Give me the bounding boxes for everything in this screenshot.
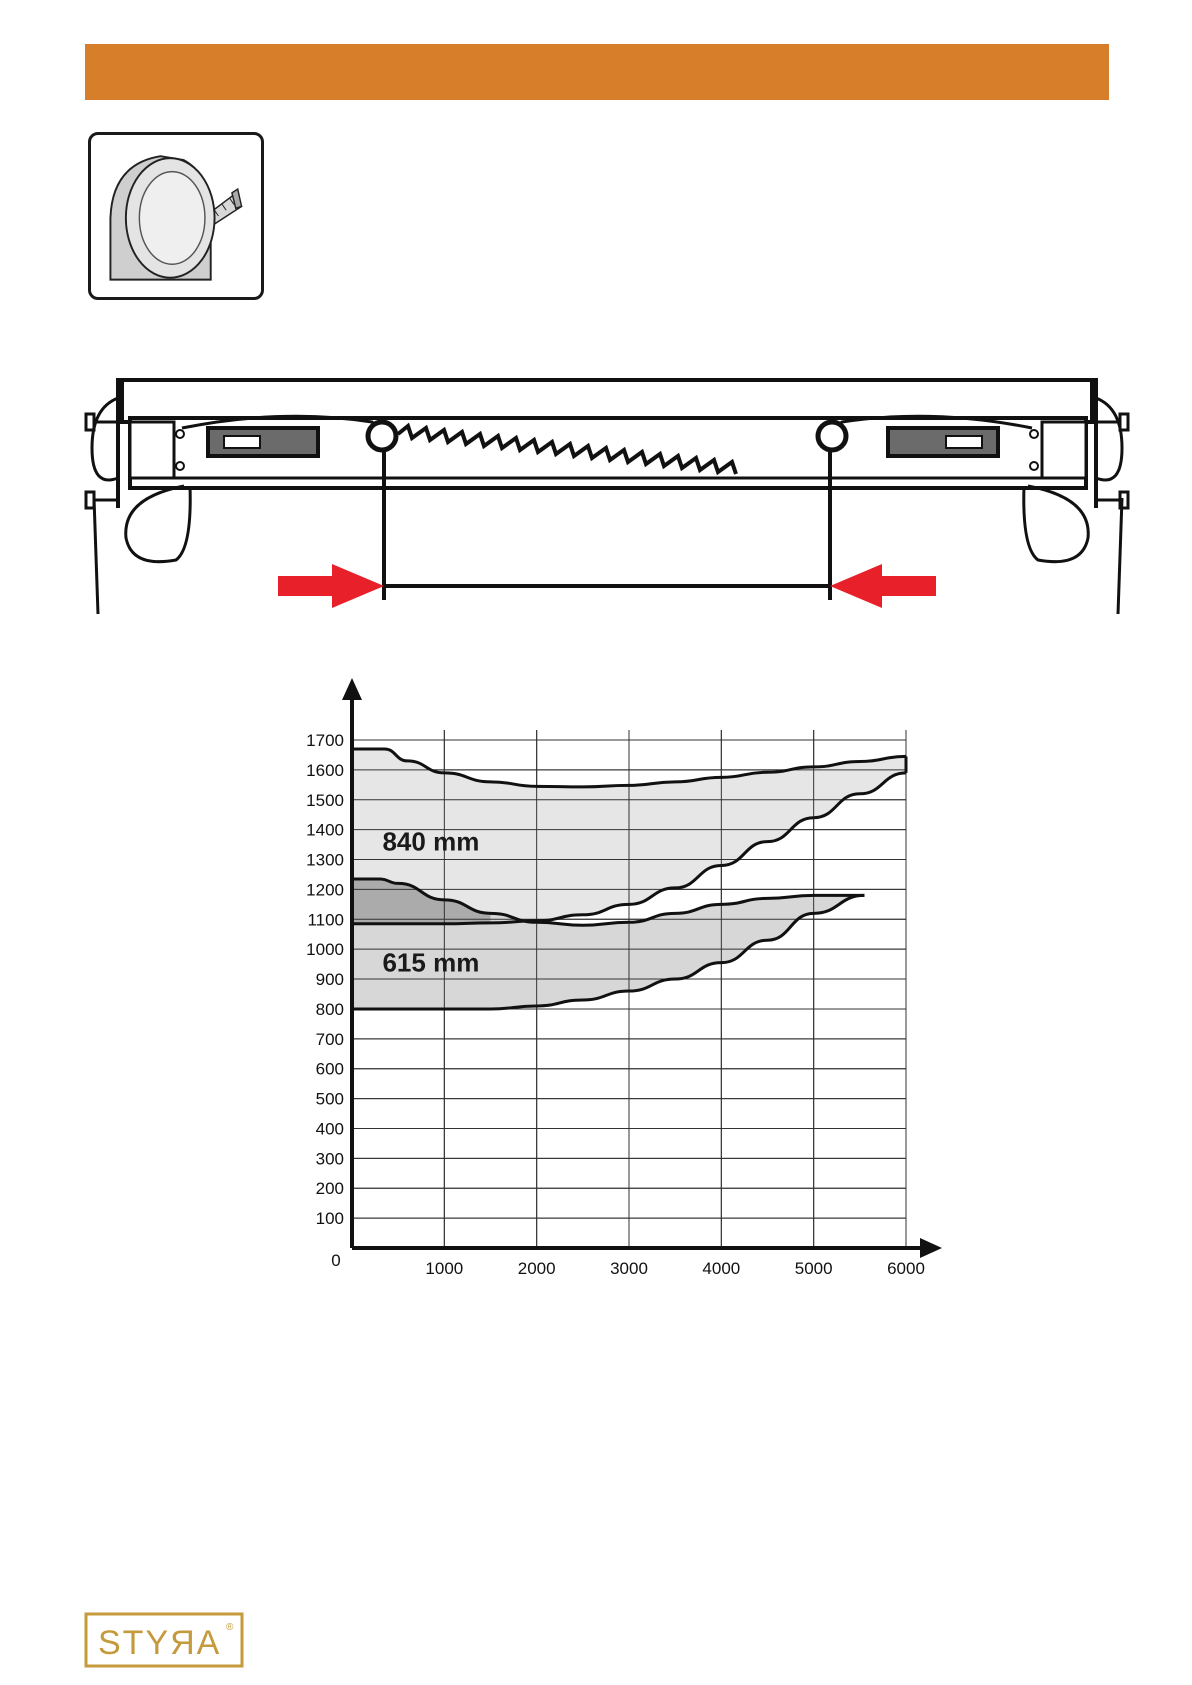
y-tick-label: 500 [315, 1089, 344, 1109]
y-tick-label: 600 [315, 1059, 344, 1079]
y-tick-label: 800 [315, 999, 344, 1019]
x-tick-label: 3000 [610, 1259, 648, 1278]
x-tick-label: 1000 [425, 1259, 464, 1278]
arrow-left-icon [278, 564, 384, 608]
y-tick-label: 400 [315, 1119, 344, 1139]
origin-label: 0 [331, 1251, 341, 1270]
series-label-615: 615 mm [382, 947, 480, 978]
svg-text:®: ® [226, 1622, 234, 1633]
svg-text:STYЯA: STYЯA [98, 1624, 222, 1662]
arm-length-chart [300, 700, 1020, 1370]
y-tick-label: 1000 [306, 940, 344, 960]
y-tick-label: 1300 [306, 850, 344, 870]
arrow-right-icon [830, 564, 936, 608]
x-tick-label: 4000 [702, 1259, 741, 1278]
y-tick-label: 1400 [306, 820, 344, 840]
y-tick-label: 700 [315, 1029, 344, 1049]
x-tick-label: 6000 [887, 1259, 925, 1278]
x-tick-label: 5000 [794, 1259, 833, 1278]
awning-arm-measurement-diagram [82, 378, 1132, 618]
y-tick-label: 900 [315, 970, 344, 990]
y-tick-label: 100 [315, 1209, 344, 1229]
x-tick-label: 2000 [517, 1259, 556, 1278]
y-tick-label: 1200 [306, 880, 344, 900]
y-tick-label: 1100 [307, 910, 344, 930]
y-tick-label: 200 [315, 1179, 344, 1199]
series-label-840: 840 mm [382, 826, 480, 857]
y-axis-arrow-icon [342, 678, 362, 700]
y-tick-label: 1600 [306, 760, 344, 780]
section-header-bar [85, 44, 1109, 100]
styra-logo [84, 1612, 244, 1668]
y-tick-label: 300 [315, 1149, 344, 1169]
y-tick-label: 1700 [306, 731, 344, 750]
tape-measure-icon [88, 132, 264, 300]
y-tick-label: 1500 [306, 790, 344, 810]
x-axis-arrow-icon [920, 1238, 942, 1258]
